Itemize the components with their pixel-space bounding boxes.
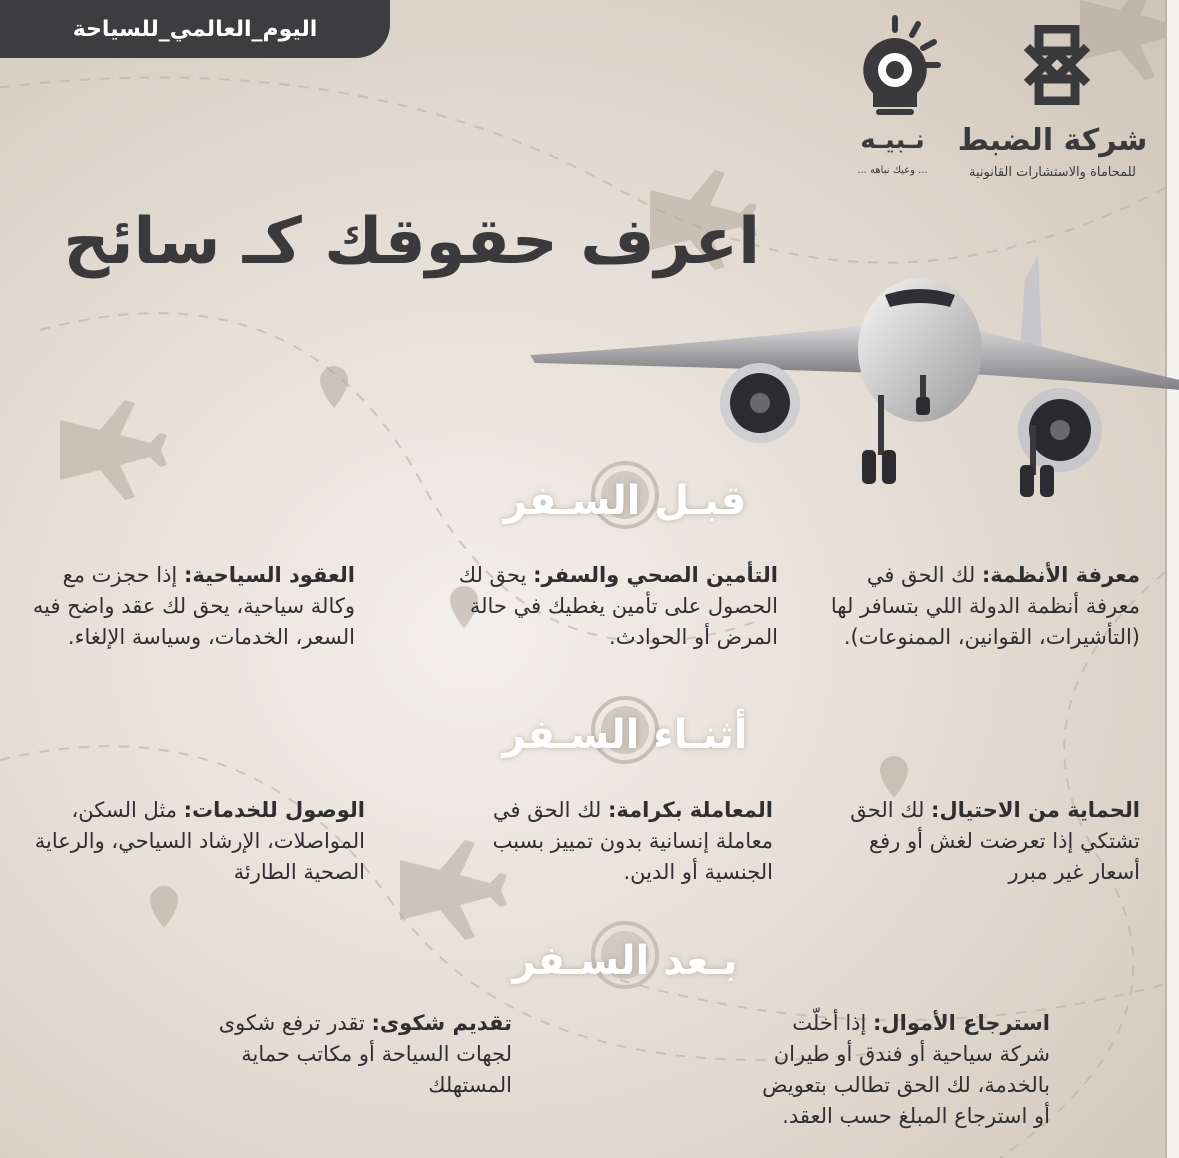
item-body: مثل السكن، المواصلات، الإرشاد السياحي، والرعاية الصحية الطارئة bbox=[34, 798, 365, 884]
right-item-dignity bbox=[440, 795, 773, 888]
map-pin-icon bbox=[150, 886, 178, 928]
hashtag-tag bbox=[0, 0, 390, 58]
headline: اعرف حقوقك كـ سائح bbox=[63, 205, 760, 279]
company-subtitle: للمحاماة والاستشارات القانونية bbox=[969, 165, 1136, 180]
nabiha-logo bbox=[835, 10, 950, 180]
item-heading: معرفة الأنظمة: bbox=[981, 563, 1140, 587]
section-title-before: قبـل السـفر bbox=[503, 478, 747, 524]
section-title-during: أثنـاء السـفر bbox=[502, 712, 748, 758]
item-heading: التأمين الصحي والسفر: bbox=[533, 563, 778, 587]
item-heading: تقديم شكوى: bbox=[371, 1011, 512, 1035]
right-item-contracts bbox=[30, 560, 355, 653]
item-body: إذا حجزت مع وكالة سياحية، يحق لك عقد واضح فيه السعر، الخدمات، وسياسة الإلغاء. bbox=[32, 563, 355, 649]
plane-icon bbox=[60, 400, 167, 500]
right-item-complaint bbox=[180, 1008, 512, 1101]
item-body: تقدر ترفع شكوى لجهات السياحة أو مكاتب حماية المستهلك bbox=[218, 1011, 512, 1097]
company-logo bbox=[955, 25, 1155, 185]
item-heading: استرجاع الأموال: bbox=[873, 1011, 1050, 1035]
nabiha-subtitle: ... وعيك نباهه ... bbox=[857, 165, 928, 176]
item-body: يحق لك الحصول على تأمين يغطيك في حالة المرض أو الحوادث. bbox=[458, 563, 778, 649]
section-title-after: بـعد السـفر bbox=[512, 938, 738, 984]
nabiha-name: نـبيـه bbox=[860, 125, 925, 155]
company-name: شركة الضبط bbox=[957, 123, 1148, 158]
hashtag-text: اليوم_العالمي_للسياحة bbox=[72, 16, 318, 42]
company-logo-icon bbox=[1017, 25, 1097, 105]
item-body: لك الحق تشتكي إذا تعرضت لغش أو رفع أسعار غير مبرر bbox=[850, 798, 1140, 884]
item-heading: الحماية من الاحتيال: bbox=[931, 798, 1140, 822]
item-heading: الوصول للخدمات: bbox=[183, 798, 365, 822]
lightbulb-logo-icon bbox=[840, 10, 950, 120]
right-item-insurance bbox=[440, 560, 778, 653]
item-body: لك الحق في معاملة إنسانية بدون تمييز بسبب الجنسية أو الدين. bbox=[492, 798, 773, 884]
right-item-refund bbox=[760, 1008, 1050, 1132]
item-heading: العقود السياحية: bbox=[183, 563, 355, 587]
right-item-systems bbox=[830, 560, 1140, 653]
item-body: لك الحق في معرفة أنظمة الدولة اللي بتسافر لها (التأشيرات، القوانين، الممنوعات). bbox=[830, 563, 1140, 649]
map-pin-icon bbox=[320, 366, 348, 408]
right-item-services bbox=[30, 795, 365, 888]
item-heading: المعاملة بكرامة: bbox=[607, 798, 773, 822]
right-edge bbox=[1165, 0, 1179, 1158]
map-pin-icon bbox=[880, 756, 908, 798]
right-item-fraud bbox=[830, 795, 1140, 888]
item-body: إذا أخلّت شركة سياحية أو فندق أو طيران بالخدمة، لك الحق تطالب بتعويض أو استرجاع المبلغ حسب العقد. bbox=[762, 1011, 1050, 1128]
